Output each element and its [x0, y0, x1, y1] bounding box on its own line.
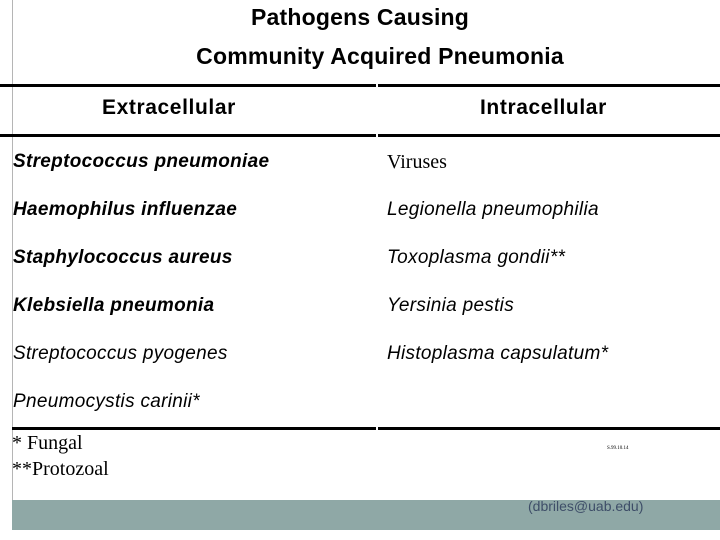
slide-title-line-1: Pathogens Causing [250, 4, 470, 30]
extracellular-item-2: Haemophilus influenzae [13, 199, 238, 220]
column-divider-gap [376, 133, 378, 137]
extracellular-item-1: Streptococcus pneumoniae [13, 151, 270, 172]
slide-code: S.99.10.14 [607, 446, 629, 451]
intracellular-item-2: Legionella pneumophilia [387, 199, 599, 220]
table-top-rule [0, 84, 720, 87]
column-divider-gap [376, 83, 378, 87]
intracellular-item-1: Viruses [387, 151, 447, 173]
header-extracellular: Extracellular [102, 96, 236, 119]
column-divider-gap [376, 426, 378, 430]
extracellular-item-5: Streptococcus pyogenes [13, 343, 228, 364]
table-bottom-rule [12, 427, 720, 430]
footnote-fungal: * Fungal [12, 432, 83, 454]
intracellular-item-3: Toxoplasma gondii** [387, 247, 566, 268]
intracellular-item-4: Yersinia pestis [387, 295, 515, 316]
intracellular-item-5: Histoplasma capsulatum* [387, 343, 609, 364]
footnote-protozoal: **Protozoal [12, 458, 109, 480]
extracellular-item-6: Pneumocystis carinii* [13, 391, 200, 412]
slide-title-line-2: Community Acquired Pneumonia [196, 43, 564, 69]
author-email: (dbriles@uab.edu) [528, 498, 644, 514]
extracellular-item-4: Klebsiella pneumonia [13, 295, 215, 316]
header-bottom-rule [0, 134, 720, 137]
extracellular-item-3: Staphylococcus aureus [13, 247, 233, 268]
header-intracellular: Intracellular [480, 96, 607, 119]
